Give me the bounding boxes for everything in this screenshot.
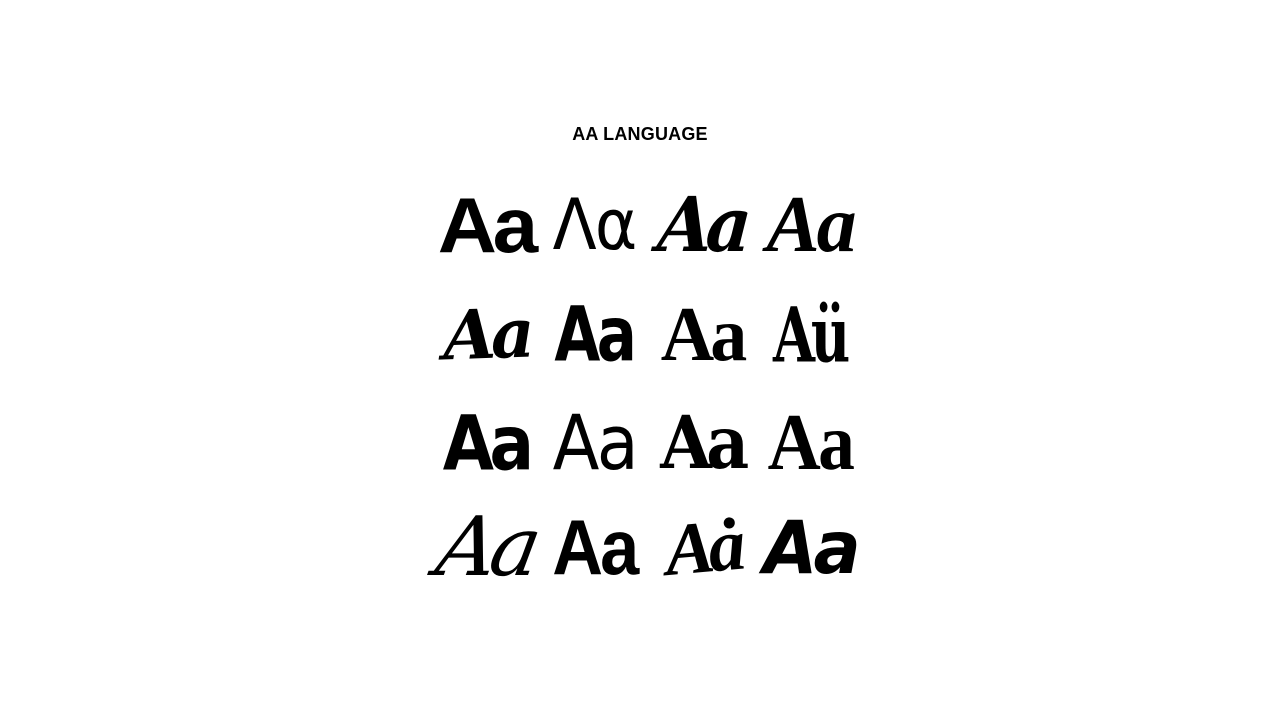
specimen-blackletter (646, 180, 758, 270)
specimen-grid (420, 178, 870, 598)
specimen-umlaut-black (754, 290, 866, 380)
specimen-italic-serif (754, 180, 866, 270)
specimen-text: Aa (441, 293, 531, 377)
specimen-text: Aa (437, 181, 535, 269)
specimen-text: Aȧ (661, 503, 743, 593)
specimen-grotesk-black (430, 180, 542, 270)
page-title: AA LANGUAGE (572, 124, 708, 144)
specimen-text: Aa (763, 504, 857, 592)
specimen-text: Aü (773, 290, 847, 380)
specimen-text: Aa (766, 181, 854, 269)
specimen-text: Λα (552, 184, 636, 266)
specimen-rough-italic (430, 290, 542, 380)
specimen-thin-sans (538, 398, 650, 488)
specimen-text: Aa (429, 500, 543, 595)
specimen-heavy-sans (538, 290, 650, 380)
specimen-text: Aa (554, 290, 634, 379)
specimen-text: Aa (767, 399, 853, 487)
specimen-roman-serif (754, 398, 866, 488)
specimen-calligraphic (646, 503, 758, 593)
specimen-stencil-heavy (538, 503, 650, 593)
specimen-text: Aa (442, 398, 530, 488)
specimen-text: Aa (655, 179, 749, 270)
specimen-text: Aa (660, 398, 744, 487)
specimen-ornate-bold (430, 398, 542, 488)
specimen-text: Aa (551, 503, 637, 592)
specimen-script (429, 500, 543, 595)
specimen-light-sans (538, 180, 650, 270)
specimen-bold-italic (754, 503, 866, 593)
specimen-text: Aa (660, 291, 744, 379)
specimen-display-serif (646, 290, 758, 380)
specimen-fat-serif (646, 398, 758, 488)
specimen-text: Aa (552, 398, 636, 487)
